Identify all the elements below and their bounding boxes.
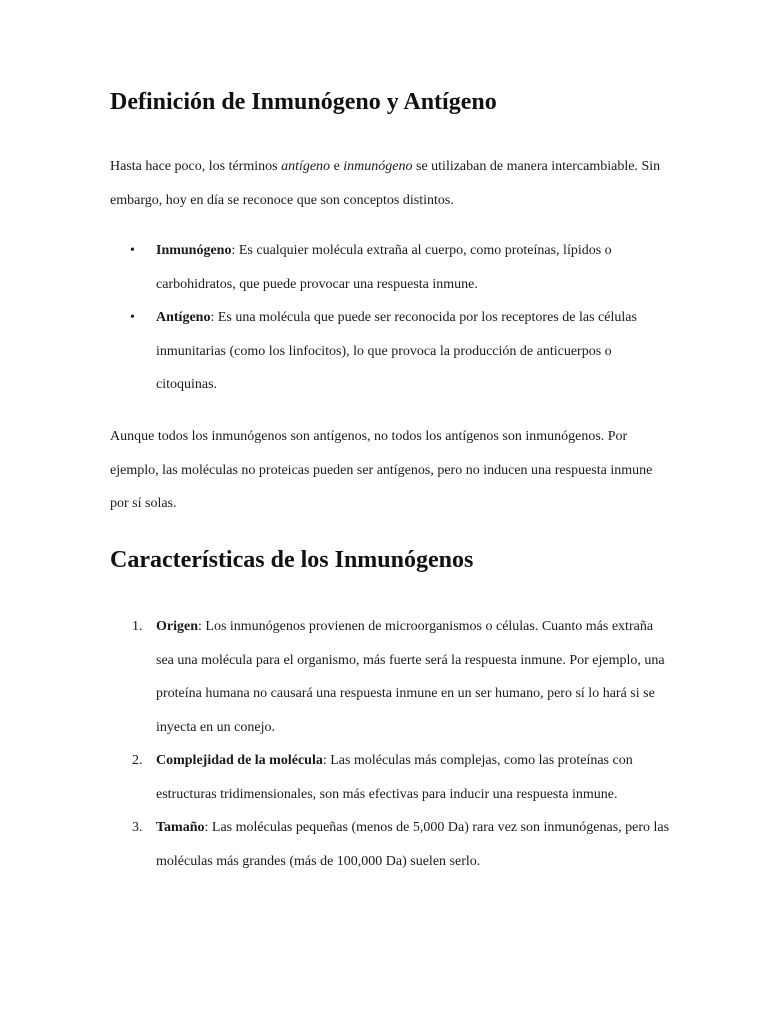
bullet-marker: • — [130, 243, 135, 258]
intro-paragraph — [110, 150, 670, 217]
numbered-item-complejidad — [110, 744, 670, 811]
number-marker: 1. — [132, 619, 143, 634]
intro-text-1: Hasta hace poco, los términos — [110, 159, 282, 174]
bullet-term: Antígeno — [156, 310, 211, 325]
intro-em-inmunogeno: inmunógeno — [343, 159, 413, 174]
number-marker: 2. — [132, 753, 143, 768]
intro-text-3: se utilizaban de manera intercambiable. Sin embargo, hoy en día se reconoce que son conceptos distintos. — [110, 159, 661, 208]
section-heading-caracteristicas: Características de los Inmunógenos — [110, 547, 474, 573]
bullet-marker: • — [130, 310, 135, 325]
intro-text-2: e — [330, 159, 344, 174]
bullet-desc: : Es cualquier molécula extraña al cuerpo, como proteínas, lípidos o carbohidratos, que puede provocar una respuesta inmune. — [156, 243, 612, 292]
section-heading-definicion: Definición de Inmunógeno y Antígeno — [110, 89, 497, 115]
bullet-desc: : Es una molécula que puede ser reconocida por los receptores de las células inmunitarias (como los linfocitos), lo que provoca la producción de anticuerpos o citoquinas. — [156, 310, 637, 392]
numbered-item-origen — [110, 610, 670, 744]
closing-paragraph: Aunque todos los inmunógenos son antígenos, no todos los antígenos son inmunógenos. Por ejemplo, las moléculas no proteicas pueden ser antígenos, pero no inducen una respuesta inmune por sí solas. — [110, 429, 653, 511]
bullet-item-antigeno — [110, 301, 670, 402]
intro-em-antigeno: antígeno — [281, 159, 331, 174]
bullet-item-inmunogeno — [110, 234, 670, 301]
item-term: Origen — [156, 619, 198, 634]
characteristics-numbered-list — [110, 610, 670, 878]
item-term: Complejidad de la molécula — [156, 753, 323, 768]
item-desc: : Las moléculas pequeñas (menos de 5,000 Da) rara vez son inmunógenas, pero las moléculas más grandes (más de 100,000 Da) suelen serlo. — [156, 820, 670, 869]
item-desc: : Los inmunógenos provienen de microorganismos o células. Cuanto más extraña sea una molécula para el organismo, más fuerte será la respuesta inmune. Por ejemplo, una proteína humana no causará una respuesta inmune en un ser humano, pero sí lo hará si se inyecta en un conejo. — [156, 619, 665, 735]
numbered-item-tamano — [110, 811, 670, 878]
item-term: Tamaño — [156, 820, 205, 835]
definitions-bullet-list — [110, 234, 670, 402]
number-marker: 3. — [132, 820, 143, 835]
item-desc: : Las moléculas más complejas, como las proteínas con estructuras tridimensionales, son más efectivas para inducir una respuesta inmune. — [156, 753, 633, 802]
bullet-term: Inmunógeno — [156, 243, 232, 258]
